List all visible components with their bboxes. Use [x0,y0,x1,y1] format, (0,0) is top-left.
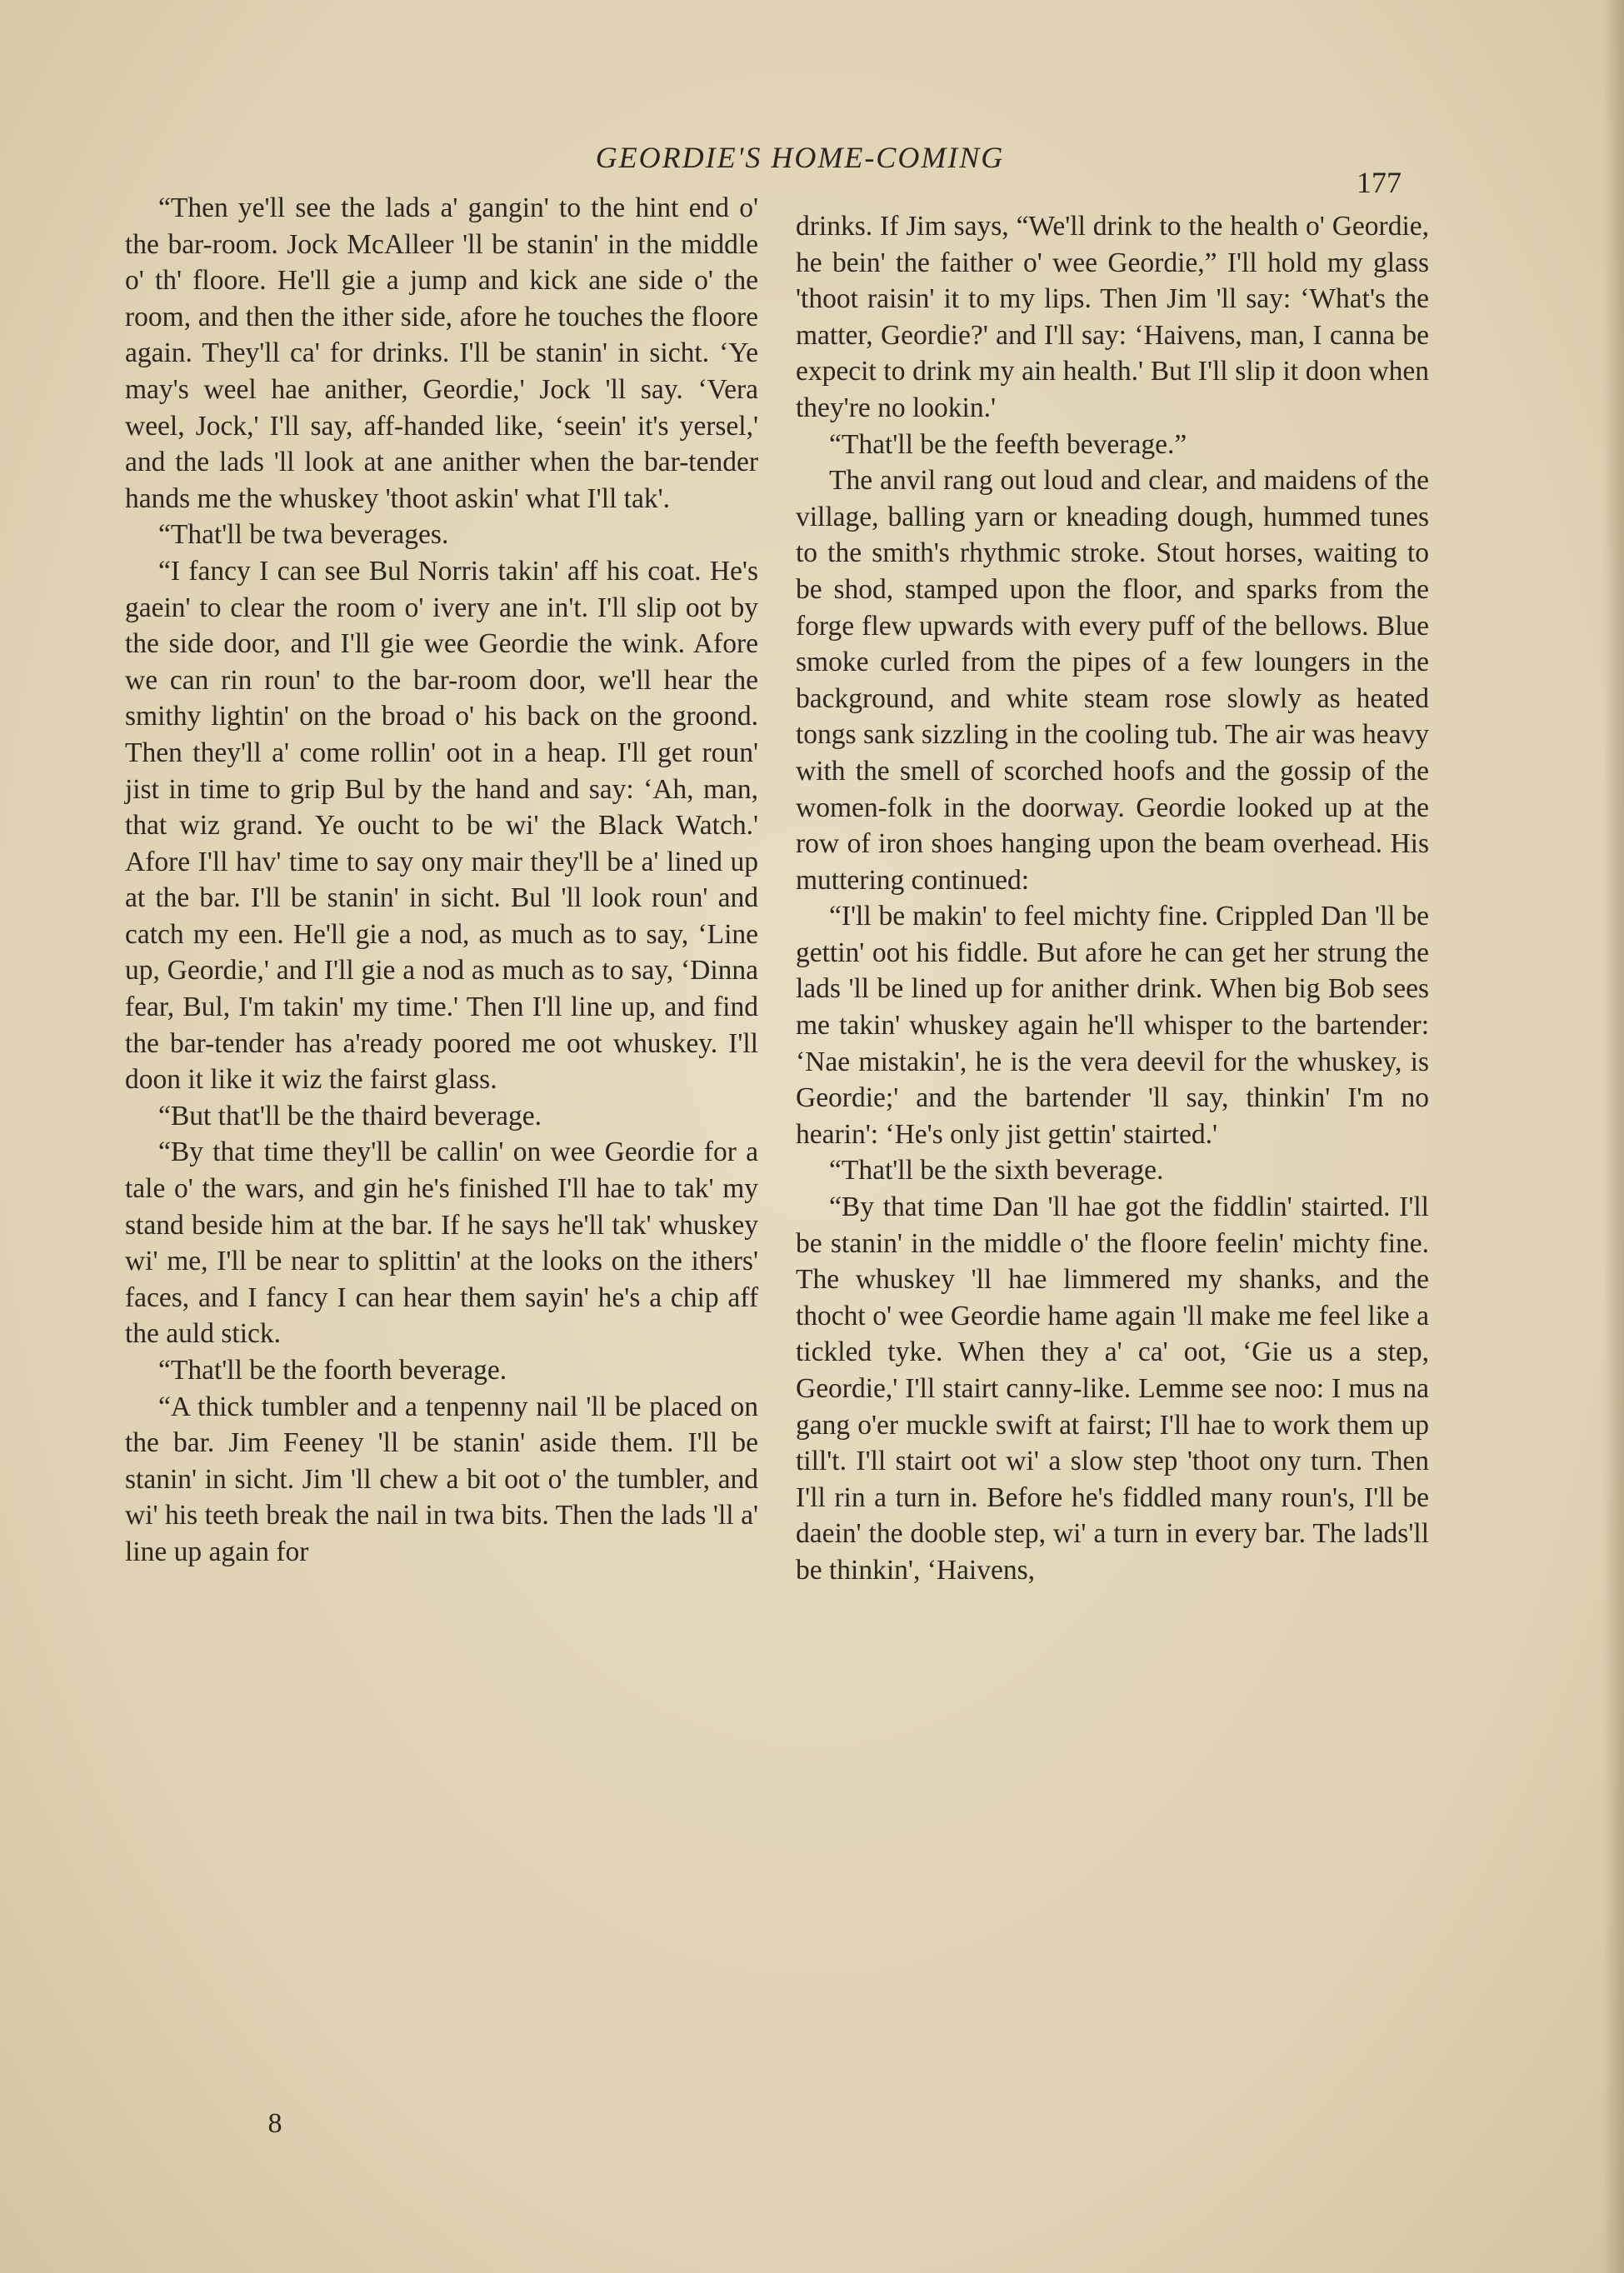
paragraph: “A thick tumbler and a tenpenny nail 'll be placed on the bar. Jim Feeney 'll be stanin' aside them. I'll be stanin' in sicht. Jim 'll chew a bit oot o' the tumbler, and wi' his teeth break the nail in twa bits. Then the lads 'll a' line up again for [125,1391,758,1567]
paragraph: “That'll be twa beverages. [158,519,449,551]
left-column [125,190,758,1571]
signature-mark: 8 [267,2108,282,2139]
paragraph: “That'll be the foorth beverage. [158,1355,507,1386]
running-title: GEORDIE'S HOME-COMING [595,141,1005,174]
paragraph: “I'll be makin' to feel michty fine. Crippled Dan 'll be gettin' oot his fiddle. But afore he can get her strung the lads 'll be lined up for anither drink. When big Bob sees me takin' whuskey again he'll whisper to the bartender: ‘Nae mistakin', he is the vera deevil for the whuskey, is Geordie;' and the bartender 'll say, thinkin' I'm no hearin': ‘He's only jist gettin' stairted.' [796,901,1429,1150]
paragraph: “Then ye'll see the lads a' gangin' to the hint end o' the bar-room. Jock McAlleer 'll be stanin' in the middle o' th' floore. He'll gie a jump and kick ane side o' the room, and then the ither side, afore he touches the floore again. They'll ca' for drinks. I'll be stanin' in sicht. ‘Ye may's weel hae anither, Geordie,' Jock 'll say. ‘Vera weel, Jock,' I'll say, aff-handed like, ‘seein' it's yersel,' and the lads 'll look at ane anither when the bar-tender hands me the whuskey 'thoot askin' what I'll tak'. [125,192,758,514]
paragraph: The anvil rang out loud and clear, and maidens of the village, balling yarn or kneading dough, hummed tunes to the smith's rhythmic stroke. Stout horses, waiting to be shod, stamped upon the floor, and sparks from the forge flew upwards with every puff of the bellows. Blue smoke curled from the pipes of a few loungers in the background, and white steam rose slowly as heated tongs sank sizzling in the cooling tub. The air was heavy with the smell of scorched hoofs and the gossip of the women-folk in the doorway. Geordie looked up at the row of iron shoes hanging upon the beam overhead. His muttering continued: [796,465,1429,896]
page-number: 177 [1357,166,1402,199]
page-edge-shadow [1602,0,1624,2273]
paragraph: “But that'll be the thaird beverage. [158,1100,542,1132]
right-column [796,208,1429,1589]
paragraph: “That'll be the feefth beverage.” [829,428,1187,460]
paragraph: “By that time they'll be callin' on wee Geordie for a tale o' the wars, and gin he's finished I'll hae to tak' my stand beside him at the bar. If he says he'll tak' whuskey wi' me, I'll be near to splittin' at the looks on the ithers' faces, and I fancy I can hear them sayin' he's a chip aff the auld stick. [125,1136,758,1350]
paragraph: “I fancy I can see Bul Norris takin' aff his coat. He's gaein' to clear the room o' ivery ane in't. I'll slip oot by the side door, and I'll gie wee Geordie the wink. Afore we can rin roun' to the bar-room door, we'll hear the smithy lightin' on the broad o' his back on the groond. Then they'll a' come rollin' oot in a heap. I'll get roun' jist in time to grip Bul by the hand and say: ‘Ah, man, that wiz grand. Ye oucht to be wi' the Black Watch.' Afore I'll hav' time to say ony mair they'll be a' lined up at the bar. I'll be stanin' in sicht. Bul 'll look roun' and catch my een. He'll gie a nod, as much as to say, ‘Line up, Geordie,' and I'll gie a nod as much as to say, ‘Dinna fear, Bul, I'm takin' my time.' Then I'll line up, and find the bar-tender has a'ready poored me oot whuskey. I'll doon it like it wiz the fairst glass. [125,555,758,1096]
paragraph: “By that time Dan 'll hae got the fiddlin' stairted. I'll be stanin' in the middle o' the floore feelin' michty fine. The whuskey 'll hae limmered my shanks, and the thocht o' wee Geordie hame again 'll make me feel like a tickled tyke. When they a' ca' oot, ‘Gie us a step, Geordie,' I'll stairt canny-like. Lemme see noo: I mus na gang o'er muckle swift at fairst; I'll hae to work them up till't. I'll stairt oot wi' a slow step 'thoot ony turn. Then I'll rin a turn in. Before he's fiddled many roun's, I'll be daein' the dooble step, wi' a turn in every bar. The lads'll be thinkin', ‘Haivens, [796,1191,1429,1586]
paragraph: drinks. If Jim says, “We'll drink to the health o' Geordie, he bein' the faither o' wee Geordie,” I'll hold my glass 'thoot raisin' it to my lips. Then Jim 'll say: ‘What's the matter, Geordie?' and I'll say: ‘Haivens, man, I canna be expecit to drink my ain health.' But I'll slip it doon when they're no lookin.' [796,211,1429,423]
paragraph: “That'll be the sixth beverage. [829,1155,1164,1186]
